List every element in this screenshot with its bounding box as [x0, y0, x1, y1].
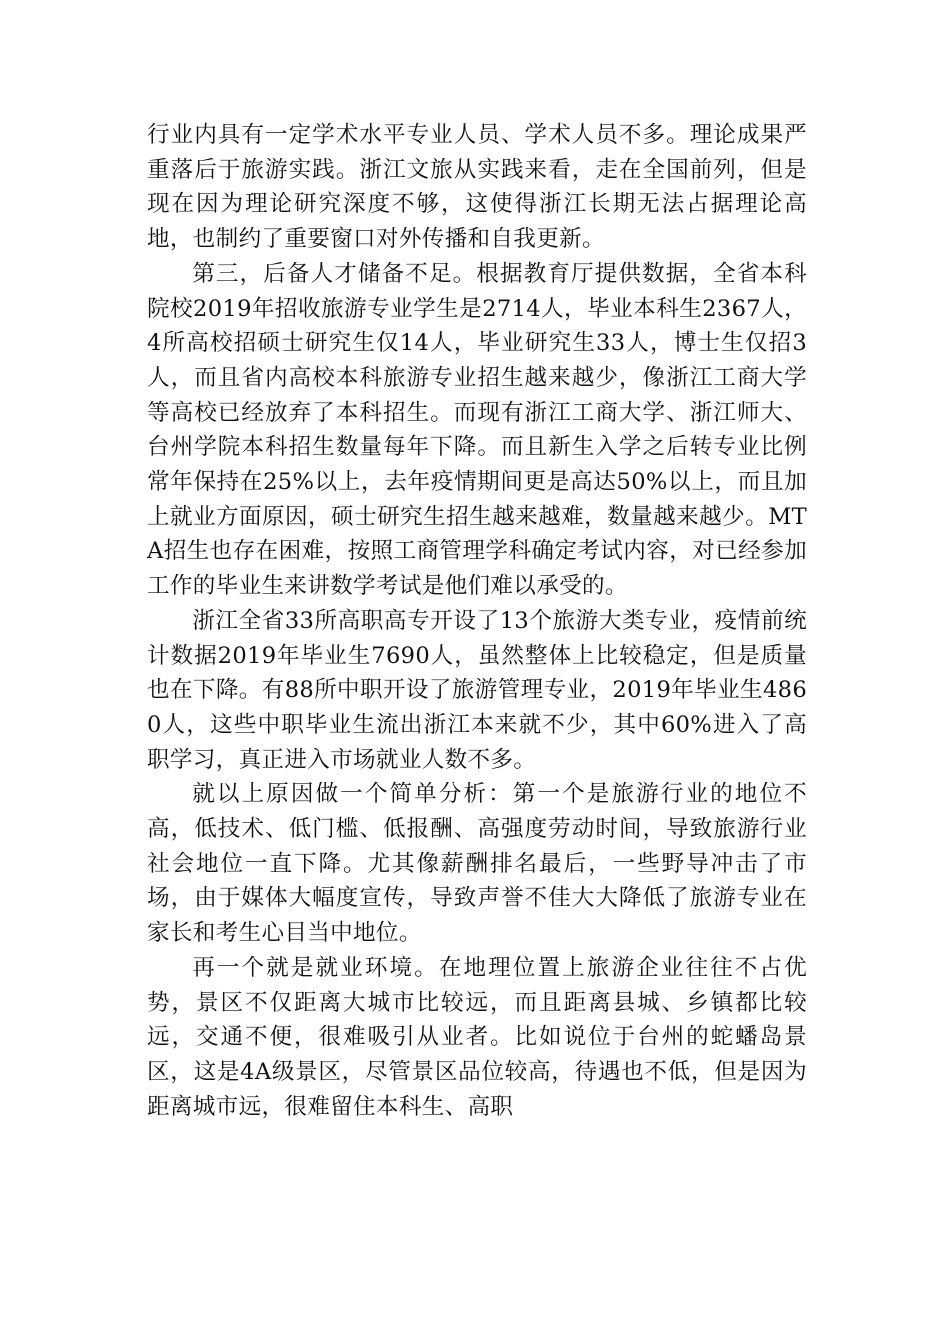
paragraph-2: 第三，后备人才储备不足。根据教育厅提供数据，全省本科院校2019年招收旅游专业学生是2714人，毕业本科生2367人，4所高校招硕士研究生仅14人，毕业研究生33人，博士生仅招3人，而且省内高校本科旅游专业招生越来越少，像浙江工商大学等高校已经放弃了本科招生。而现有浙江工商大学、浙江师大、台州学院本科招生数量每年下降。而且新生入学之后转专业比例常年保持在25%以上，去年疫情期间更是高达50%以上，而且加上就业方面原因，硕士研究生招生越来越难，数量越来越少。MTA招生也存在困难，按照工商管理学科确定考试内容，对已经参加工作的毕业生来讲数学考试是他们难以承受的。: [147, 260, 807, 600]
paragraph-3: 浙江全省33所高职高专开设了13个旅游大类专业，疫情前统计数据2019年毕业生7690人，虽然整体上比较稳定，但是质量也在下降。有88所中职开设了旅游管理专业，2019年毕业生4860人，这些中职毕业生流出浙江本来就不少，其中60%进入了高职学习，真正进入市场就业人数不多。: [147, 607, 807, 773]
paragraph-4: 就以上原因做一个简单分析：第一个是旅游行业的地位不高，低技术、低门槛、低报酬、高强度劳动时间，导致旅游行业社会地位一直下降。尤其像薪酬排名最后，一些野导冲击了市场，由于媒体大幅度宣传，导致声誉不佳大大降低了旅游专业在家长和考生心目当中地位。: [147, 781, 807, 947]
document-page: [147, 118, 807, 1124]
paragraph-1: 行业内具有一定学术水平专业人员、学术人员不多。理论成果严重落后于旅游实践。浙江文旅从实践来看，走在全国前列，但是现在因为理论研究深度不够，这使得浙江长期无法占据理论高地，也制约了重要窗口对外传播和自我更新。: [147, 122, 807, 253]
paragraph-5: 再一个就是就业环境。在地理位置上旅游企业往往不占优势，景区不仅距离大城市比较远，而且距离县城、乡镇都比较远，交通不便，很难吸引从业者。比如说位于台州的蛇蟠岛景区，这是4A级景区，尽管景区品位较高，待遇也不低，但是因为距离城市远，很难留住本科生、高职: [147, 954, 807, 1120]
